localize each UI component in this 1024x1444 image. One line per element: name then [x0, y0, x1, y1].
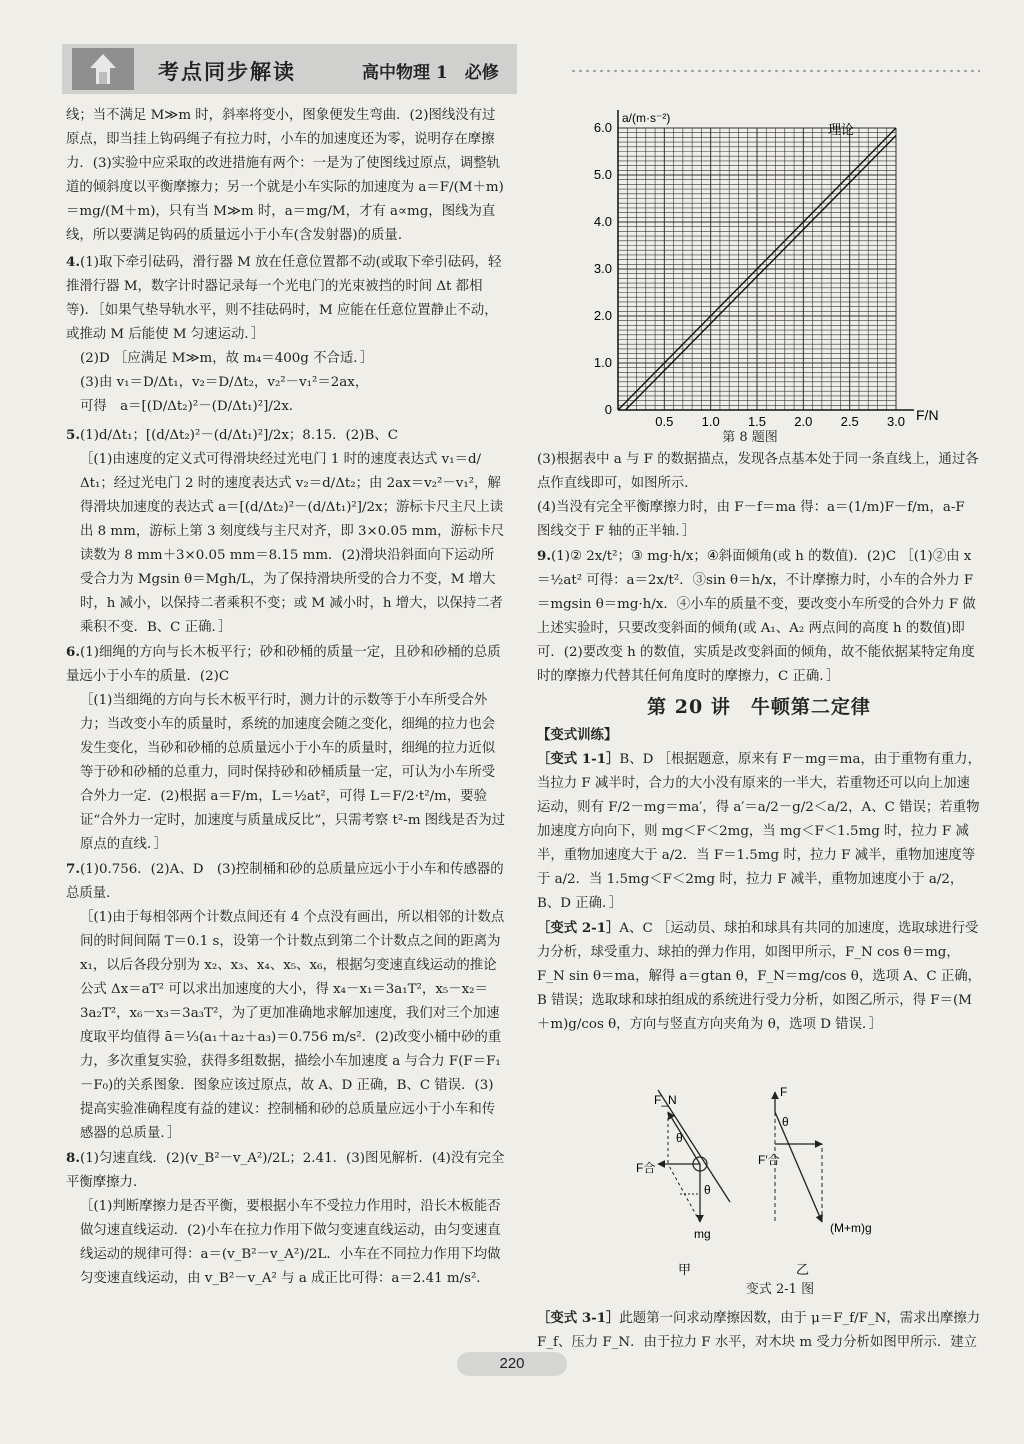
- answer-6: [66, 640, 506, 689]
- x-tick-label: 0.5: [655, 414, 674, 429]
- page-number: 220: [457, 1352, 567, 1376]
- paragraph: [66, 1195, 506, 1291]
- label-mg: mg: [694, 1227, 711, 1241]
- paragraph: [537, 448, 981, 496]
- paragraph: [66, 689, 506, 857]
- text: (1)取下牵引砝码，滑行器 M 放在任意位置都不动(或取下牵引砝码，轻推滑行器 M，数字计时器记录每一个光电门的光束被挡的时间 Δt 都相等)．［如果气垫导轨水平，则不挂砝码时，M 应能在任意位置静止不动，或推动 M 后能使 M 匀速运动．］: [66, 255, 502, 342]
- diagram-yi: [758, 1085, 872, 1277]
- paragraph: [66, 395, 506, 419]
- dashed-line: [668, 1164, 700, 1222]
- chart-annotation: 理论: [828, 122, 855, 137]
- paragraph: [66, 448, 506, 640]
- left-column: [66, 104, 506, 1291]
- figure-caption: 变式 2-1 图: [745, 1282, 815, 1297]
- right-column: [537, 448, 981, 1037]
- series-line-实验: [625, 136, 896, 410]
- y-tick-label: 3.0: [593, 261, 612, 276]
- question-number: 6.: [66, 644, 80, 660]
- header-subtitle: 高中物理 1 必修: [362, 63, 499, 83]
- paragraph: [66, 347, 506, 371]
- text: A、C ［运动员、球拍和球具有共同的加速度，选取球进行受力分析，球受重力、球拍的弹力作用，如图甲所示，F_N cos θ＝mg，F_N sin θ＝ma，解得 a＝gtan θ，F_N＝mg/cos θ，选项 A、C 正确，B 错误；选取球和球拍组成的系统进行受力分析，如图乙所示，得 F＝(M＋m)g/cos θ，方向与竖直方向夹角为 θ，选项 D 错误．］: [537, 921, 981, 1032]
- text: 此题第一问求动摩擦因数，由于 μ＝F_f/F_N，需求出摩擦力 F_f、压力 F_N．由于拉力 F 水平，对木块 m 受力分析如图甲所示．建立: [537, 1311, 981, 1350]
- text: (1)匀速直线．(2)(v_B²－v_A²)/2L；2.41．(3)图见解析．(4)没有完全平衡摩擦力．: [66, 1151, 505, 1190]
- paragraph: [66, 371, 506, 395]
- fn-arrow: [668, 1112, 700, 1164]
- question-number: 5.: [66, 427, 80, 443]
- label-theta2: θ: [704, 1183, 711, 1197]
- answer-8: [66, 1146, 506, 1195]
- variant-tag: ［变式 1-1］: [537, 751, 620, 767]
- label-yi: 乙: [796, 1262, 810, 1277]
- text: (1)细绳的方向与长木板平行；砂和砂桶的质量一定，且砂和砂桶的总质量远小于小车的质量．(2)C: [66, 645, 501, 684]
- label-mmg: (M+m)g: [830, 1221, 872, 1235]
- chart-title: 第 8 题图: [722, 430, 778, 445]
- question-number: 9.: [537, 548, 551, 564]
- text: (2)D ［应满足 M≫m，故 m₄＝400g 不合适．］: [80, 351, 374, 366]
- paragraph: [66, 906, 506, 1146]
- label-theta3: θ: [782, 1115, 789, 1129]
- paragraph: [537, 496, 981, 544]
- text: ［(1)由速度的定义式可得滑块经过光电门 1 时的速度表达式 v₁＝d/Δt₁；经过光电门 2 时的速度表达式 v₂＝d/Δt₂；由 2ax＝v₂²－v₁²，解得滑块加速度的表达式 a＝[(d/Δt₂)²－(d/Δt₁)²]/2x；游标卡尺主尺上读出 8 mm，游标上第 3 刻度线与主尺对齐，即 3×0.05 mm，游标卡尺读数为 8 mm＋3×0.05 mm＝8.15 mm．(2)滑块沿斜面向下运动所受合力为 Mgsin θ＝Mgh/L，为了保持滑块所受的合力不变，M 增大时，h 减小，以保持二者乘积不变；或 M 减小时，h 增大，以保持二者乘积不变．B、C 正确．］: [80, 452, 505, 635]
- x-tick-label: 3.0: [886, 414, 906, 429]
- text: (1)② 2x/t²；③ mg·h/x；④斜面倾角(或 h 的数值)．(2)C ［(1)②由 x＝½at² 可得：a＝2x/t²．③sin θ＝h/x，不计摩擦力时，小车的合外力 F＝mgsin θ＝mg·h/x．④小车的质量不变，要改变小车所受的合外力 F 做上述实验时，只要改变斜面的倾角(或 A₁、A₂ 两点间的高度 h 的数值)即可．(2)要改变 h 的数值，实质是改变斜面的倾角，故不能依据某特定角度时的摩擦力代替其任何角度时的摩擦力，C 正确．］: [537, 549, 976, 684]
- answer-5: [66, 423, 506, 448]
- y-tick-label: 1.0: [593, 355, 612, 370]
- x-tick-label: 2.5: [840, 414, 859, 429]
- text: 可得 a＝[(D/Δt₂)²－(D/Δt₁)²]/2x．: [80, 399, 303, 414]
- variant-1-1: [537, 747, 981, 916]
- label-f: F: [780, 1085, 788, 1099]
- label-fhe: F合: [636, 1161, 656, 1175]
- diagram-jia: [636, 1090, 730, 1277]
- chart-svg: [560, 104, 960, 444]
- label-jia: 甲: [678, 1262, 692, 1277]
- text: (1)d/Δt₁；[(d/Δt₂)²－(d/Δt₁)²]/2x；8.15．(2)B、C: [79, 428, 398, 443]
- text: (4)当没有完全平衡摩擦力时，由 F－f＝ma 得：a＝(1/m)F－f/m，a-F 图线交于 F 轴的正半轴．］: [537, 500, 965, 539]
- x-tick-label: 1.5: [747, 414, 767, 429]
- header-title: 考点同步解读: [158, 59, 296, 84]
- y-tick-label: 6.0: [593, 120, 612, 135]
- x-tick-label: 1.0: [701, 414, 720, 429]
- answer-4: [66, 250, 506, 347]
- book-logo-icon: [72, 48, 134, 90]
- label-theta: θ: [676, 1131, 683, 1145]
- text: (1)0.756．(2)A、D (3)控制桶和砂的总质量应远小于小车和传感器的总质量．: [66, 862, 504, 901]
- header-banner: [62, 44, 517, 94]
- question-number: 4.: [66, 254, 80, 270]
- text: (3)由 v₁＝D/Δt₁，v₂＝D/Δt₂，v₂²－v₁²＝2ax，: [80, 375, 369, 390]
- label-fhe2: F′合: [758, 1153, 780, 1167]
- text: (3)根据表中 a 与 F 的数据描点，发现各点基本处于同一条直线上，通过各点作直线即可，如图所示．: [537, 452, 979, 491]
- label-fn: F_N: [654, 1093, 677, 1107]
- y-axis-label: a/(m·s⁻²): [622, 111, 671, 125]
- figure-2-1: [620, 1082, 920, 1297]
- header-dot-rule: [570, 68, 980, 74]
- chapter-heading: 第 20 讲 牛顿第二定律: [647, 696, 871, 718]
- y-tick-label: 2.0: [593, 308, 612, 323]
- y-tick-label: 5.0: [593, 167, 612, 182]
- text: ［(1)当细绳的方向与长木板平行时，测力计的示数等于小车所受合外力；当改变小车的质量时，系统的加速度会随之变化，细绳的拉力也会发生变化，当砂和砂桶的总质量远小于小车的质量时，细绳的拉力近似等于砂和砂桶的总重力，同时保持砂和砂桶质量一定，可认为小车所受合外力一定．(2)根据 a＝F/m，L＝½at²，可得 L＝F/2·t²/m，要验证“合外力一定时，加速度与质量成反比”，只需考察 t²-m 图线是否为过原点的直线．］: [80, 693, 506, 852]
- text: 线；当不满足 M≫m 时，斜率将变小，图象便发生弯曲．(2)图线没有过原点，即当挂上钩码绳子有拉力时，小车的加速度还为零，说明存在摩擦力．(3)实验中应采取的改进措施有两个：一是为了使图线过原点，调整轨道的倾斜度以平衡摩擦力；另一个就是小车实际的加速度为 a＝F/(M＋m)＝mg/(M＋m)，只有当 M≫m 时，a＝mg/M，才有 a∝mg，图线为直线，所以要满足钩码的质量远小于小车(含发射器)的质量．: [66, 108, 504, 243]
- text: B、D ［根据题意，原来有 F－mg＝ma，由于重物有重力，当拉力 F 减半时，合力的大小没有原来的一半大，若重物还可以向上加速运动，则有 F/2－mg＝ma′，得 a′＝a/2－g/2＜a/2，A、C 错误；若重物加速度方向向下，则 mg＜F＜2mg，当 mg＜F＜1.5mg 时，拉力 F 减半，重物加速度大于 a/2．当 F＝1.5mg 时，拉力 F 减半，重物加速度等于 a/2．当 1.5mg＜F＜2mg 时，拉力 F 减半，重物加速度小于 a/2，B、D 正确．］: [537, 752, 981, 911]
- page-footer: [0, 1352, 1024, 1376]
- answer-7: [66, 857, 506, 906]
- x-tick-label: 2.0: [794, 414, 813, 429]
- y-tick-label: 4.0: [593, 214, 612, 229]
- variant-tag: ［变式 3-1］: [537, 1310, 620, 1326]
- text: ［(1)判断摩擦力是否平衡，要根据小车不受拉力作用时，沿长木板能否做匀速直线运动．(2)小车在拉力作用下做匀变速直线运动，由匀变速直线运动的规律可得：a＝(v_B²－v_A²)/2L．小车在不同拉力作用下均做匀变速直线运动，由 v_B²－v_A² 与 a 成正比可得：a＝2.41 m/s²．: [80, 1199, 501, 1286]
- page-header: [62, 44, 980, 98]
- x-axis-label: F/N: [916, 407, 939, 423]
- answer-9: [537, 544, 981, 689]
- question-number: 7.: [66, 861, 80, 877]
- question-number: 8.: [66, 1150, 80, 1166]
- figure-8-chart: [560, 104, 960, 444]
- text: ［(1)由于每相邻两个计数点间还有 4 个点没有画出，所以相邻的计数点间的时间间隔 T＝0.1 s，设第一个计数点到第二个计数点之间的距离为 x₁，以后各段分别为 x₂、x₃、x₄、x₅、x₆，根据匀变速直线运动的推论公式 Δx＝aT² 可以求出加速度的大小，得 x₄－x₁＝3a₁T²，x₅－x₂＝3a₂T²，x₆－x₃＝3a₃T²，为了更加准确地求解加速度，我们对三个加速度取平均值得 ā＝⅓(a₁＋a₂＋a₃)＝0.756 m/s²．(2)改变小桶中砂的重力，多次重复实验，获得多组数据，描绘小车加速度 a 与合力 F(F＝F₁－F₀)的关系图象．图象应该过原点，故 A、D 正确，B、C 错误．(3)提高实验准确程度有益的建议：控制桶和砂的总质量应远小于小车和传感器的总质量．］: [80, 910, 505, 1141]
- paragraph: [66, 104, 506, 248]
- section-heading: 【变式训练】: [537, 727, 618, 743]
- y-tick-label: 0: [604, 402, 612, 417]
- variant-2-1: [537, 916, 981, 1037]
- variant-tag: ［变式 2-1］: [537, 920, 620, 936]
- force-diagram-svg: [620, 1082, 920, 1292]
